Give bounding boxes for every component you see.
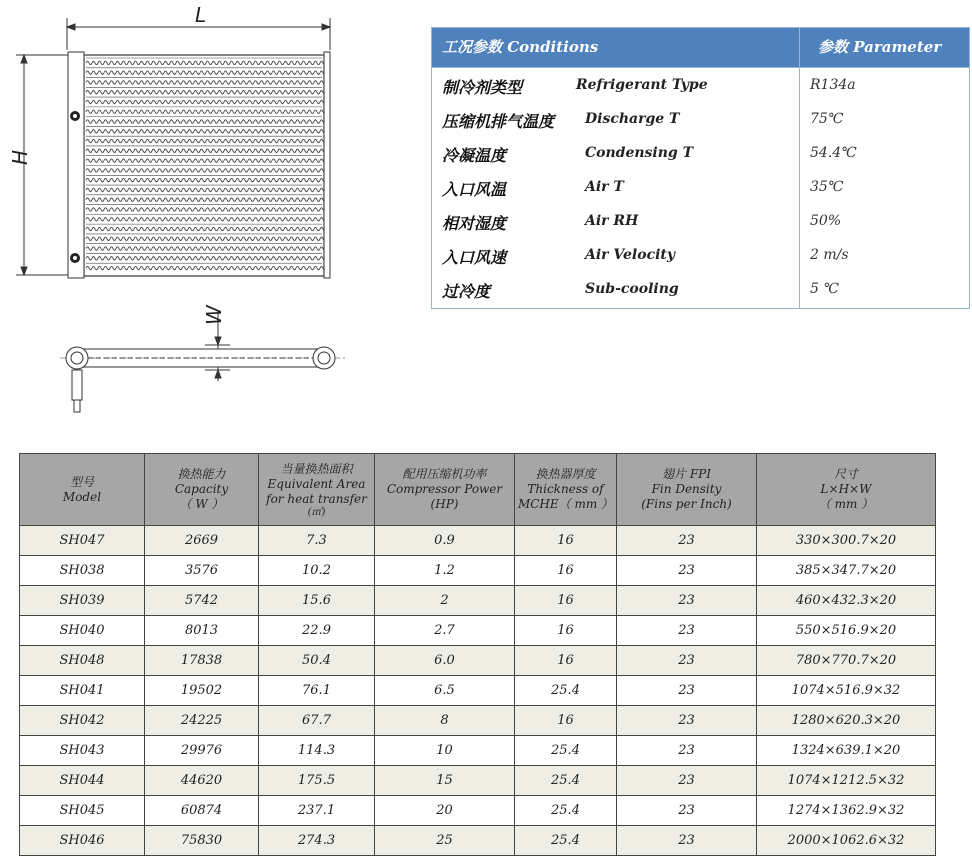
parameter-header-label: 参数 Parameter: [818, 38, 942, 56]
condition-row: [432, 102, 969, 136]
fpi-cell: 23: [617, 526, 757, 556]
size-cell: 1074×1212.5×32: [757, 766, 936, 796]
power-cell: 20: [375, 796, 515, 826]
spec-row: [20, 706, 936, 736]
condition-en: Refrigerant Type: [576, 77, 708, 93]
size-cell: 330×300.7×20: [757, 526, 936, 556]
capacity-cell: 75830: [145, 826, 259, 856]
spec-row: [20, 586, 936, 616]
capacity-cell: 19502: [145, 676, 259, 706]
model-cell: SH044: [20, 766, 145, 796]
thickness-cell: 25.4: [515, 826, 617, 856]
condition-row: [432, 170, 969, 204]
thickness-cell: 25.4: [515, 736, 617, 766]
capacity-cell: 17838: [145, 646, 259, 676]
thickness-cell: 16: [515, 646, 617, 676]
capacity-cell: 3576: [145, 556, 259, 586]
size-cell: 550×516.9×20: [757, 616, 936, 646]
side-view: [60, 347, 345, 412]
conditions-header: [432, 28, 969, 67]
size-cell: 1324×639.1×20: [757, 736, 936, 766]
condition-en: Sub-cooling: [585, 281, 679, 297]
fpi-cell: 23: [617, 556, 757, 586]
condenser-drawing: [0, 0, 420, 430]
condition-cn: 压缩机排气温度: [442, 112, 555, 131]
condition-cn: 入口风速: [442, 248, 507, 267]
model-cell: SH048: [20, 646, 145, 676]
condition-en: Air Velocity: [585, 247, 676, 263]
col-power-header: 配用压缩机功率 Compressor Power (HP): [375, 454, 515, 526]
area-cell: 7.3: [259, 526, 375, 556]
capacity-cell: 2669: [145, 526, 259, 556]
power-cell: 2.7: [375, 616, 515, 646]
thickness-cell: 25.4: [515, 676, 617, 706]
model-cell: SH046: [20, 826, 145, 856]
thickness-cell: 16: [515, 556, 617, 586]
col-size-header: 尺寸 L×H×W （ mm ）: [757, 454, 936, 526]
size-cell: 1074×516.9×32: [757, 676, 936, 706]
condition-en: Air T: [585, 179, 624, 195]
area-cell: 15.6: [259, 586, 375, 616]
area-cell: 237.1: [259, 796, 375, 826]
conditions-table: [431, 27, 970, 309]
condition-value: 75℃: [810, 111, 844, 127]
condition-row: [432, 272, 969, 306]
condition-value: R134a: [810, 77, 856, 93]
spec-row: [20, 526, 936, 556]
conditions-header-label: 工况参数 Conditions: [442, 38, 599, 56]
condition-row: [432, 136, 969, 170]
spec-header-row: [20, 454, 936, 526]
condition-cn: 冷凝温度: [442, 146, 507, 165]
capacity-cell: 60874: [145, 796, 259, 826]
power-cell: 6.5: [375, 676, 515, 706]
capacity-cell: 44620: [145, 766, 259, 796]
area-cell: 76.1: [259, 676, 375, 706]
condition-value: 2 m/s: [810, 247, 849, 263]
condition-en: Discharge T: [585, 111, 680, 127]
area-cell: 114.3: [259, 736, 375, 766]
thickness-cell: 25.4: [515, 766, 617, 796]
condition-value: 5 ℃: [810, 281, 840, 297]
dim-l-label: L: [195, 3, 207, 27]
condition-en: Condensing T: [585, 145, 693, 161]
spec-row: [20, 556, 936, 586]
condition-row: [432, 68, 969, 102]
thickness-cell: 16: [515, 616, 617, 646]
specification-table: [19, 453, 936, 856]
size-cell: 385×347.7×20: [757, 556, 936, 586]
thickness-cell: 16: [515, 526, 617, 556]
fpi-cell: 23: [617, 796, 757, 826]
thickness-cell: 16: [515, 586, 617, 616]
col-area-header: 当量换热面积 Equivalent Area for heat transfer (㎡): [259, 454, 375, 526]
power-cell: 10: [375, 736, 515, 766]
fpi-cell: 23: [617, 706, 757, 736]
model-cell: SH041: [20, 676, 145, 706]
model-cell: SH045: [20, 796, 145, 826]
capacity-cell: 5742: [145, 586, 259, 616]
condition-cn: 相对湿度: [442, 214, 507, 233]
model-cell: SH040: [20, 616, 145, 646]
area-cell: 50.4: [259, 646, 375, 676]
spec-row: [20, 766, 936, 796]
size-cell: 780×770.7×20: [757, 646, 936, 676]
area-cell: 175.5: [259, 766, 375, 796]
power-cell: 25: [375, 826, 515, 856]
thickness-cell: 16: [515, 706, 617, 736]
spec-row: [20, 736, 936, 766]
col-model-header: 型号 Model: [20, 454, 145, 526]
power-cell: 2: [375, 586, 515, 616]
condition-cn: 过冷度: [442, 282, 491, 301]
fpi-cell: 23: [617, 826, 757, 856]
thickness-cell: 25.4: [515, 796, 617, 826]
model-cell: SH038: [20, 556, 145, 586]
spec-row: [20, 646, 936, 676]
size-cell: 1280×620.3×20: [757, 706, 936, 736]
size-cell: 460×432.3×20: [757, 586, 936, 616]
capacity-cell: 8013: [145, 616, 259, 646]
col-fpi-header: 翅片 FPI Fin Density (Fins per Inch): [617, 454, 757, 526]
condition-value: 54.4℃: [810, 145, 857, 161]
fpi-cell: 23: [617, 646, 757, 676]
capacity-cell: 29976: [145, 736, 259, 766]
fpi-cell: 23: [617, 766, 757, 796]
condition-value: 35℃: [810, 179, 844, 195]
size-cell: 1274×1362.9×32: [757, 796, 936, 826]
dim-h-label: H: [8, 149, 32, 165]
fpi-cell: 23: [617, 676, 757, 706]
model-cell: SH043: [20, 736, 145, 766]
spec-row: [20, 676, 936, 706]
condition-row: [432, 238, 969, 272]
fpi-cell: 23: [617, 736, 757, 766]
capacity-cell: 24225: [145, 706, 259, 736]
size-cell: 2000×1062.6×32: [757, 826, 936, 856]
area-cell: 10.2: [259, 556, 375, 586]
dim-w-label: W: [202, 305, 226, 325]
condition-row: [432, 204, 969, 238]
power-cell: 6.0: [375, 646, 515, 676]
power-cell: 15: [375, 766, 515, 796]
power-cell: 1.2: [375, 556, 515, 586]
model-cell: SH047: [20, 526, 145, 556]
power-cell: 0.9: [375, 526, 515, 556]
area-cell: 22.9: [259, 616, 375, 646]
area-cell: 274.3: [259, 826, 375, 856]
condition-cn: 制冷剂类型: [442, 78, 523, 97]
power-cell: 8: [375, 706, 515, 736]
model-cell: SH042: [20, 706, 145, 736]
spec-row: [20, 796, 936, 826]
col-thickness-header: 换热器厚度 Thickness of MCHE（ mm ）: [515, 454, 617, 526]
fpi-cell: 23: [617, 586, 757, 616]
model-cell: SH039: [20, 586, 145, 616]
condition-value: 50%: [810, 213, 842, 229]
area-cell: 67.7: [259, 706, 375, 736]
spec-row: [20, 616, 936, 646]
col-capacity-header: 换热能力 Capacity （ W ）: [145, 454, 259, 526]
condition-cn: 入口风温: [442, 180, 507, 199]
fpi-cell: 23: [617, 616, 757, 646]
condenser-core: [68, 52, 330, 278]
condition-en: Air RH: [585, 213, 639, 229]
spec-row: [20, 826, 936, 856]
